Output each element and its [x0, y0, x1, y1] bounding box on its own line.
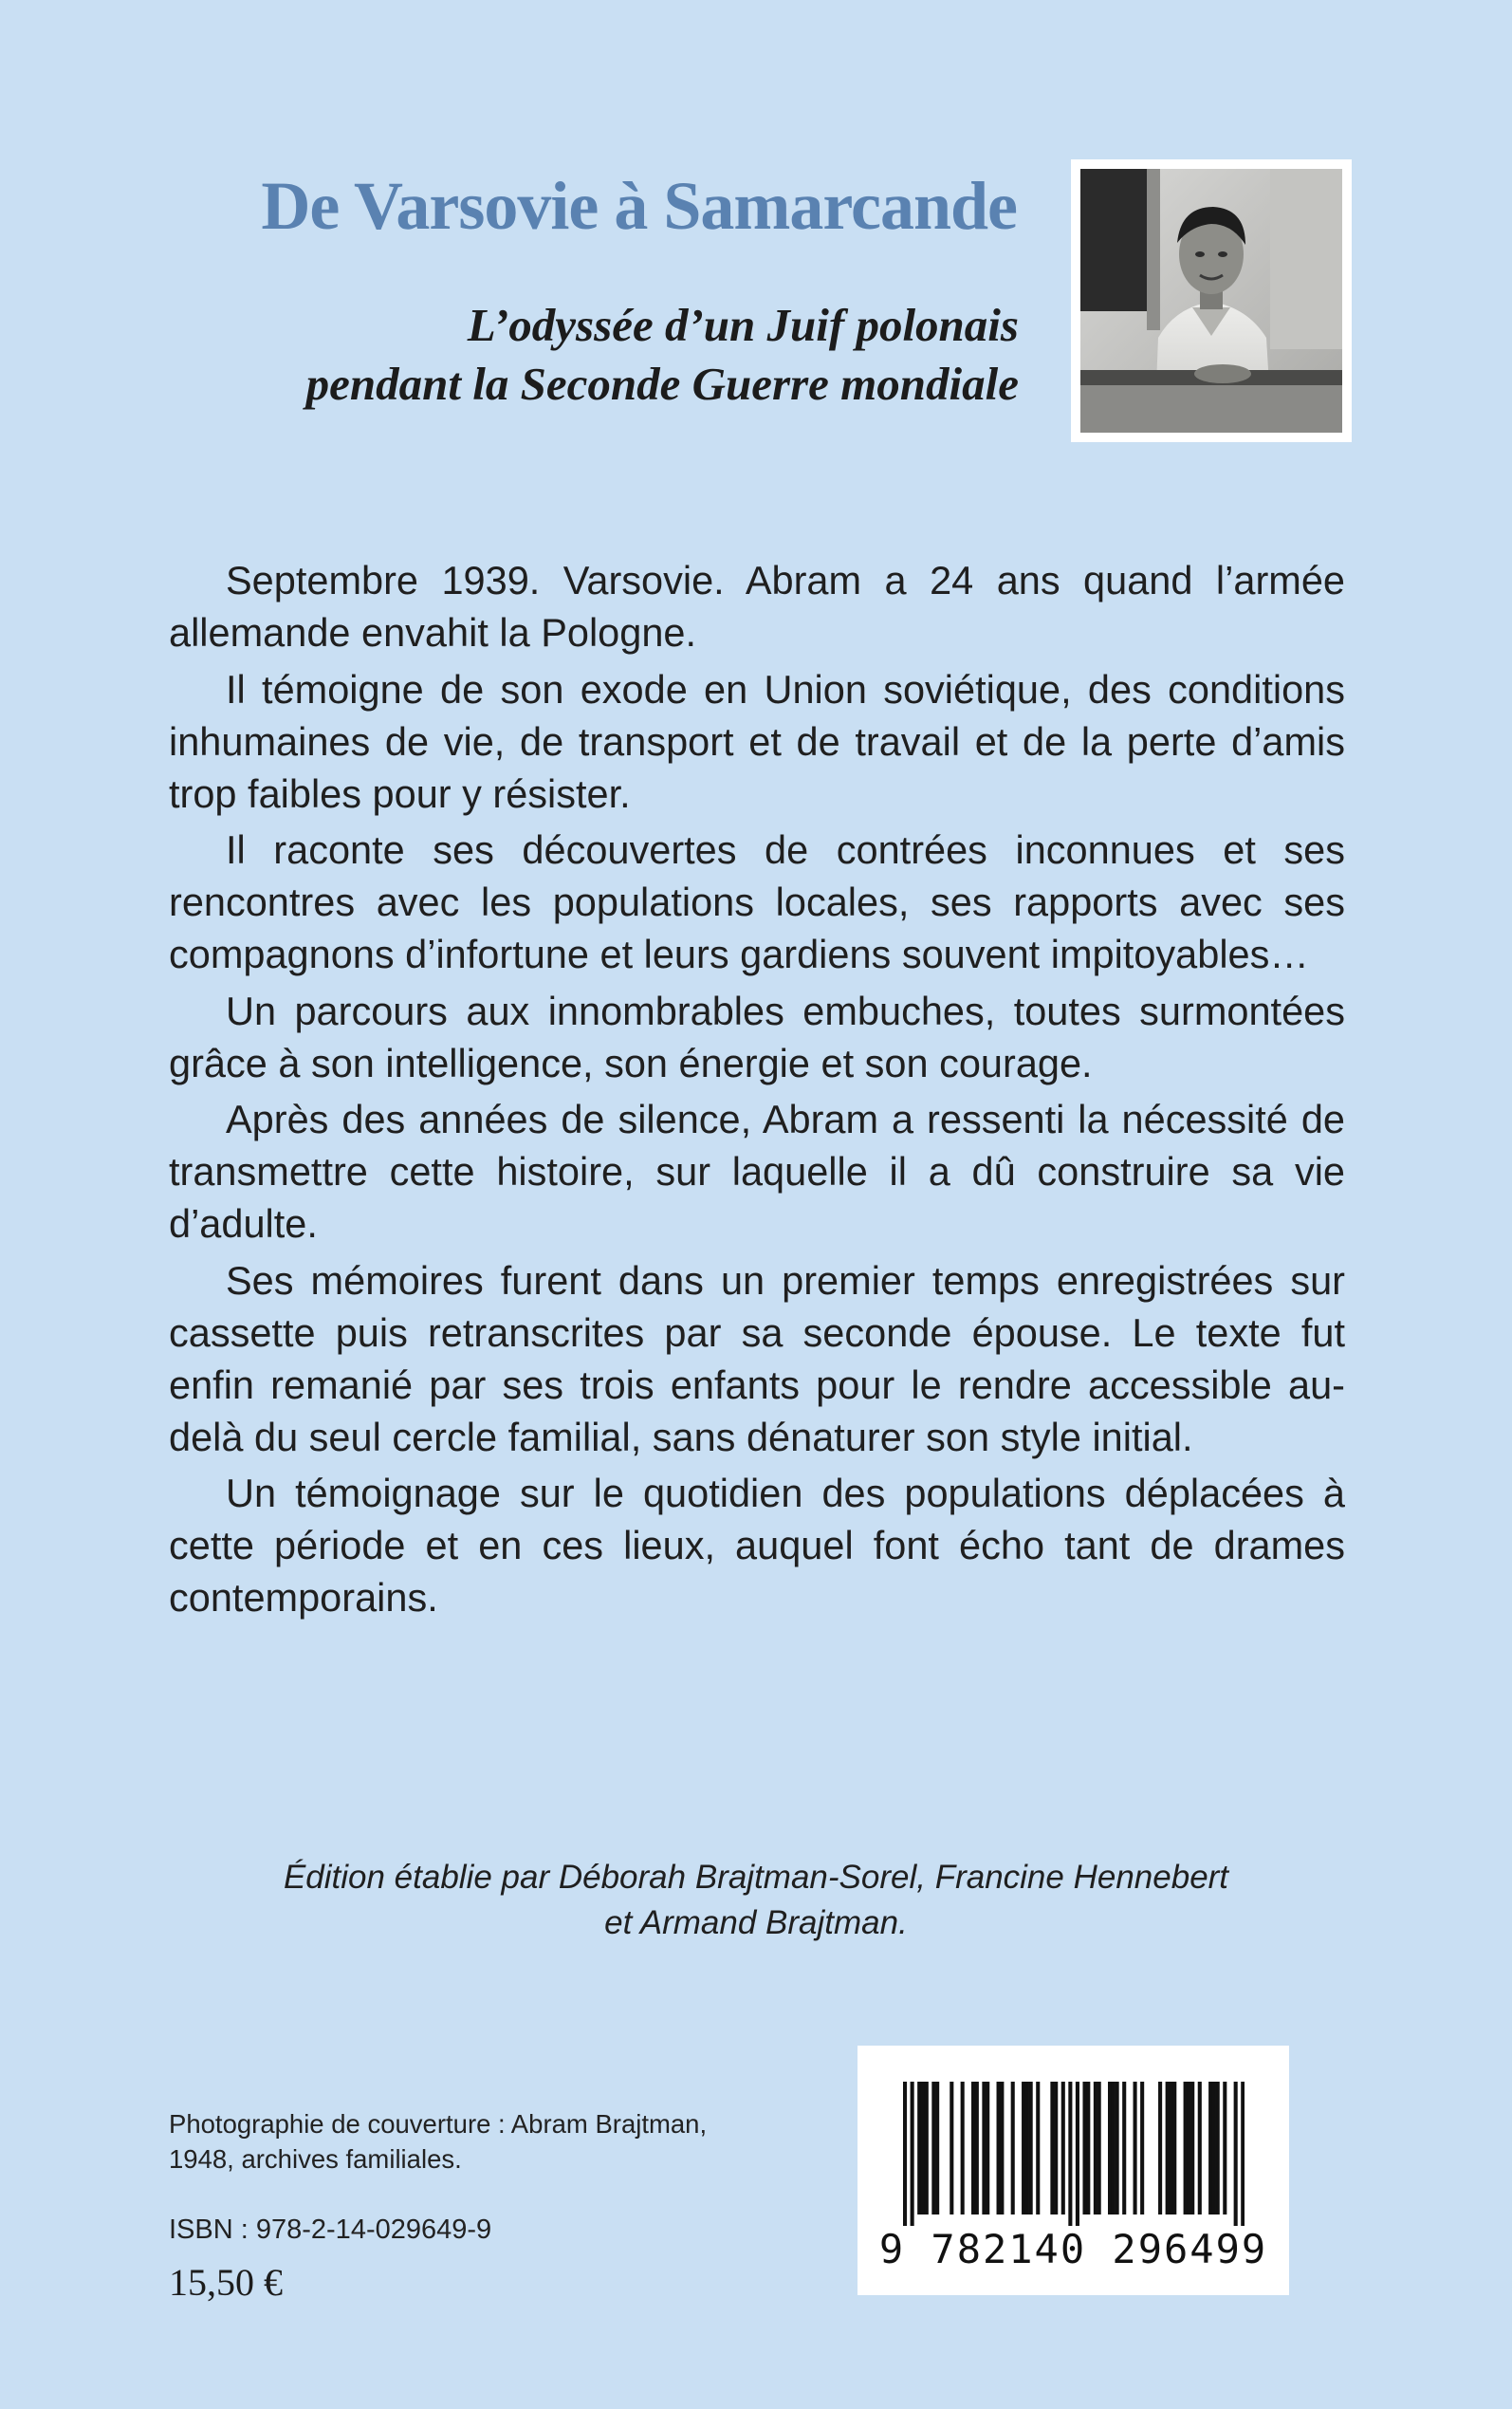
- barcode-bar: [1216, 2082, 1220, 2214]
- barcode-bar: [1000, 2082, 1004, 2214]
- subtitle-line-2: pendant la Seconde Guerre mondiale: [305, 358, 1019, 410]
- barcode-bar: [1134, 2082, 1137, 2214]
- barcode-bar: [925, 2082, 929, 2214]
- blurb-paragraph: Après des années de silence, Abram a ressenti la nécessité de transmettre cette histoire, sur laquelle il a dû construire sa vie d’adulte.: [169, 1097, 1345, 1246]
- blurb-paragraph: Septembre 1939. Varsovie. Abram a 24 ans quand l’armée allemande envahit la Pologne.: [169, 558, 1345, 655]
- barcode-bar: [1022, 2082, 1025, 2214]
- subtitle-line-1: L’odyssée d’un Juif polonais: [467, 299, 1019, 351]
- barcode-bar: [1054, 2082, 1058, 2214]
- portrait-photo-icon: [1080, 169, 1342, 433]
- barcode-bar: [1094, 2082, 1097, 2214]
- blurb-paragraph: Il témoigne de son exode en Union soviétique, des conditions inhumaines de vie, de transport et de travail et de la perte d’amis trop faibles pour y résister.: [169, 666, 1345, 816]
- barcode-bar: [1097, 2082, 1101, 2214]
- book-title: De Varsovie à Samarcande: [261, 168, 1017, 244]
- barcode-bar: [1036, 2082, 1040, 2214]
- photo-credit-line-2: 1948, archives familiales.: [169, 2144, 462, 2174]
- barcode-bar: [1198, 2082, 1202, 2214]
- barcode-bar: [1082, 2082, 1086, 2214]
- barcode-bar: [931, 2082, 935, 2214]
- barcode-bar: [982, 2082, 986, 2214]
- blurb-paragraph: Ses mémoires furent dans un premier temps enregistrées sur cassette puis retranscrites par sa seconde épouse. Le texte fut enfin remanié par ses trois enfants pour le rendre accessible au-delà du seul cercle familial, sans dénaturer son style initial.: [169, 1257, 1345, 1459]
- barcode-bar: [1122, 2082, 1126, 2214]
- barcode-bar: [1223, 2082, 1226, 2214]
- blurb-paragraph: Il raconte ses découvertes de contrées inconnues et ses rencontres avec les populations locales, ses rapports avec ses compagnons d’infortune et leurs gardiens souvent impitoyables…: [169, 827, 1345, 976]
- barcode-bar: [1241, 2082, 1245, 2226]
- barcode-bar: [1184, 2082, 1188, 2214]
- barcode-bar: [971, 2082, 975, 2214]
- edition-line-1: Édition établie par Déborah Brajtman-Sorel, Francine Hennebert: [283, 1859, 1229, 1896]
- barcode-icon: [903, 2082, 1245, 2226]
- photo-credit: [169, 2106, 833, 2177]
- price: 15,50 €: [169, 2261, 283, 2304]
- barcode-bar: [997, 2082, 1001, 2214]
- blurb-paragraph: Un témoignage sur le quotidien des populations déplacées à cette période et en ces lieux, auquel font écho tant de drames contemporains.: [169, 1471, 1345, 1620]
- barcode-bar: [1029, 2082, 1033, 2214]
- barcode-digits: 9 782140 296499: [878, 2226, 1268, 2272]
- barcode-bar: [1050, 2082, 1054, 2214]
- barcode-bar: [1166, 2082, 1170, 2214]
- book-subtitle: [0, 296, 1019, 414]
- barcode-bar: [1212, 2082, 1216, 2214]
- barcode-bar: [1169, 2082, 1172, 2214]
- barcode-bar: [1190, 2082, 1194, 2214]
- edition-line-2: et Armand Brajtman.: [604, 1904, 908, 1941]
- barcode-bar: [1187, 2082, 1190, 2214]
- barcode-bar: [935, 2082, 939, 2214]
- barcode-bar: [1140, 2082, 1144, 2214]
- barcode-bar: [1208, 2082, 1212, 2214]
- barcode-bar: [1086, 2082, 1090, 2214]
- barcode-bar: [950, 2082, 953, 2214]
- barcode-bar: [975, 2082, 979, 2214]
- barcode-bar: [1068, 2082, 1072, 2226]
- barcode-bar: [961, 2082, 965, 2214]
- barcode-bar: [903, 2082, 907, 2226]
- barcode-bar: [921, 2082, 925, 2214]
- barcode-bar: [1158, 2082, 1162, 2214]
- barcode-bar: [917, 2082, 921, 2214]
- isbn: ISBN : 978-2-14-029649-9: [169, 2214, 492, 2245]
- edition-credit: [0, 1855, 1512, 1946]
- barcode-bar: [911, 2082, 914, 2226]
- barcode-bar: [1108, 2082, 1112, 2214]
- barcode-bar: [1061, 2082, 1065, 2214]
- barcode-bar: [1234, 2082, 1238, 2226]
- barcode-bar: [1172, 2082, 1176, 2214]
- barcode-bar: [1076, 2082, 1079, 2226]
- author-photo: [1071, 159, 1352, 442]
- barcode-bar: [1025, 2082, 1029, 2214]
- barcode-bar: [986, 2082, 989, 2214]
- barcode-bar: [1116, 2082, 1119, 2214]
- barcode-panel: [857, 2046, 1289, 2295]
- photo-credit-line-1: Photographie de couverture : Abram Brajtman,: [169, 2109, 708, 2139]
- barcode-bar: [1011, 2082, 1015, 2214]
- blurb: [169, 554, 1345, 1628]
- barcode-bar: [1112, 2082, 1116, 2214]
- blurb-paragraph: Un parcours aux innombrables embuches, toutes surmontées grâce à son intelligence, son énergie et son courage.: [169, 988, 1345, 1085]
